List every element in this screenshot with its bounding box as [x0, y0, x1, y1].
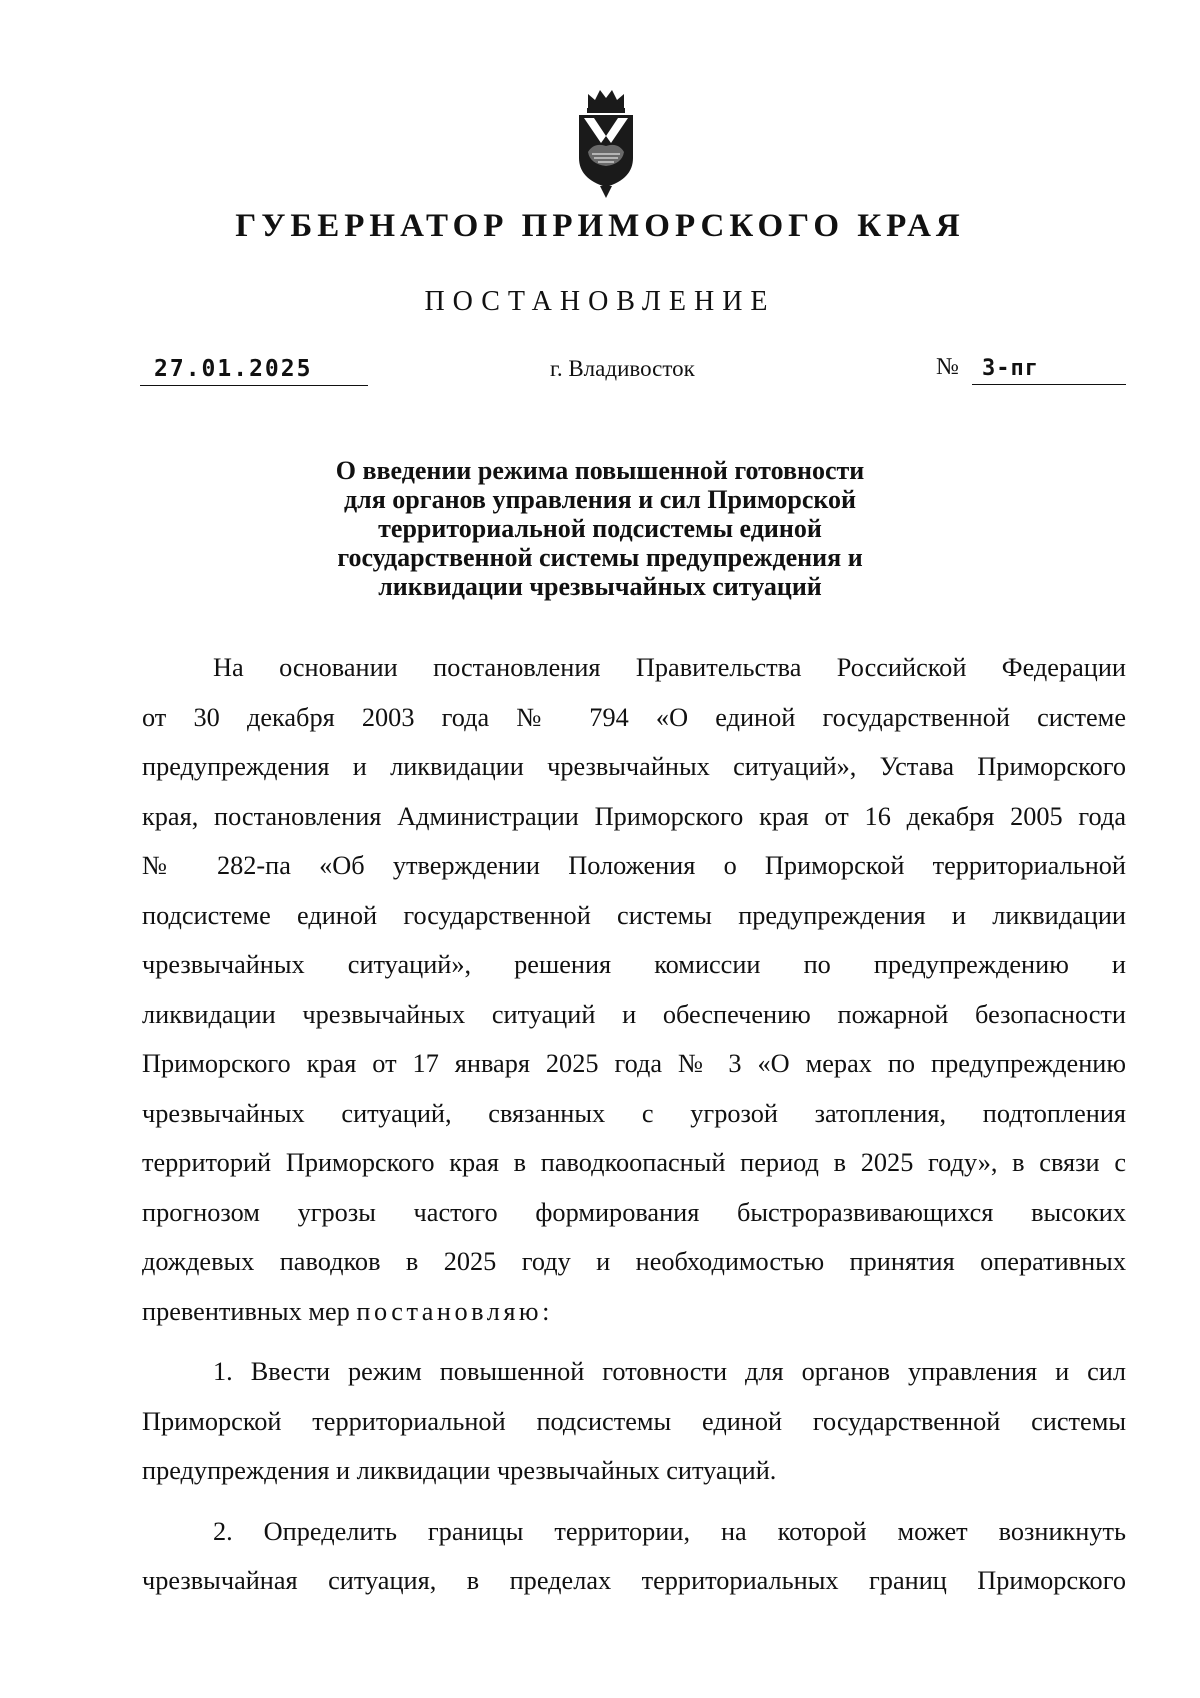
- document-city: г. Владивосток: [550, 356, 695, 381]
- body-line: 2. Определить границы территории, на которой может возникнуть: [213, 1516, 1126, 1546]
- document-title: [0, 456, 1200, 601]
- title-line: ликвидации чрезвычайных ситуаций: [378, 572, 822, 601]
- body-line: чрезвычайная ситуация, в пределах территориальных границ Приморского: [142, 1566, 1126, 1595]
- body-text: превентивных мер: [142, 1296, 350, 1326]
- title-line: О введении режима повышенной готовности: [335, 456, 865, 485]
- body-line: прогнозом угрозы частого формирования быстроразвивающихся высоких: [142, 1197, 1126, 1227]
- document-number: 3-пг: [982, 356, 1039, 381]
- document-number-block: [936, 354, 1126, 386]
- body-line: дождевых паводков в 2025 году и необходимостью принятия оперативных: [142, 1247, 1126, 1276]
- body-line: предупреждения и ликвидации чрезвычайных ситуаций.: [142, 1456, 777, 1485]
- title-line: для органов управления и сил Приморской: [344, 485, 856, 514]
- body-line: На основании постановления Правительства Российской Федерации: [213, 653, 1126, 682]
- number-sign: №: [936, 354, 959, 380]
- body-line: территорий Приморского края в паводкоопасный период в 2025 году», в связи с: [142, 1148, 1126, 1177]
- title-line: территориальной подсистемы единой: [378, 514, 822, 543]
- coat-of-arms-icon: [576, 86, 636, 202]
- body-line: чрезвычайных ситуаций», решения комиссии по предупреждению и: [142, 950, 1126, 979]
- issuing-authority: ГУБЕРНАТОР ПРИМОРСКОГО КРАЯ: [235, 208, 965, 244]
- item-1-paragraph: [142, 1357, 1126, 1506]
- body-line: Приморской территориальной подсистемы единой государственной системы: [142, 1406, 1126, 1436]
- body-line: предупреждения и ликвидации чрезвычайных ситуаций», Устава Приморского: [142, 752, 1126, 781]
- preamble-paragraph: [142, 653, 1126, 1346]
- body-line: [142, 1297, 1126, 1347]
- number-underline: [972, 354, 1126, 385]
- title-line: государственной системы предупреждения и: [337, 543, 863, 572]
- body-line: подсистеме единой государственной системы предупреждения и ликвидации: [142, 900, 1126, 930]
- body-line: от 30 декабря 2003 года № 794 «О единой государственной системе: [142, 702, 1126, 732]
- document-date: 27.01.2025: [140, 356, 368, 386]
- body-line: ликвидации чрезвычайных ситуаций и обеспечению пожарной безопасности: [142, 999, 1126, 1029]
- document-body: [142, 653, 1126, 1616]
- resolve-word: постановляю: [356, 1296, 543, 1326]
- body-line: № 282-па «Об утверждении Положения о Приморской территориальной: [142, 851, 1126, 880]
- document-type: ПОСТАНОВЛЕНИЕ: [424, 286, 776, 317]
- resolve-punctuation: :: [542, 1296, 550, 1326]
- body-line: чрезвычайных ситуаций, связанных с угрозой затопления, подтопления: [142, 1098, 1126, 1128]
- item-2-paragraph: [142, 1517, 1126, 1616]
- body-line: края, постановления Администрации Приморского края от 16 декабря 2005 года: [142, 801, 1126, 831]
- body-line: Приморского края от 17 января 2025 года № 3 «О мерах по предупреждению: [142, 1049, 1126, 1078]
- body-line: 1. Ввести режим повышенной готовности для органов управления и сил: [213, 1357, 1126, 1386]
